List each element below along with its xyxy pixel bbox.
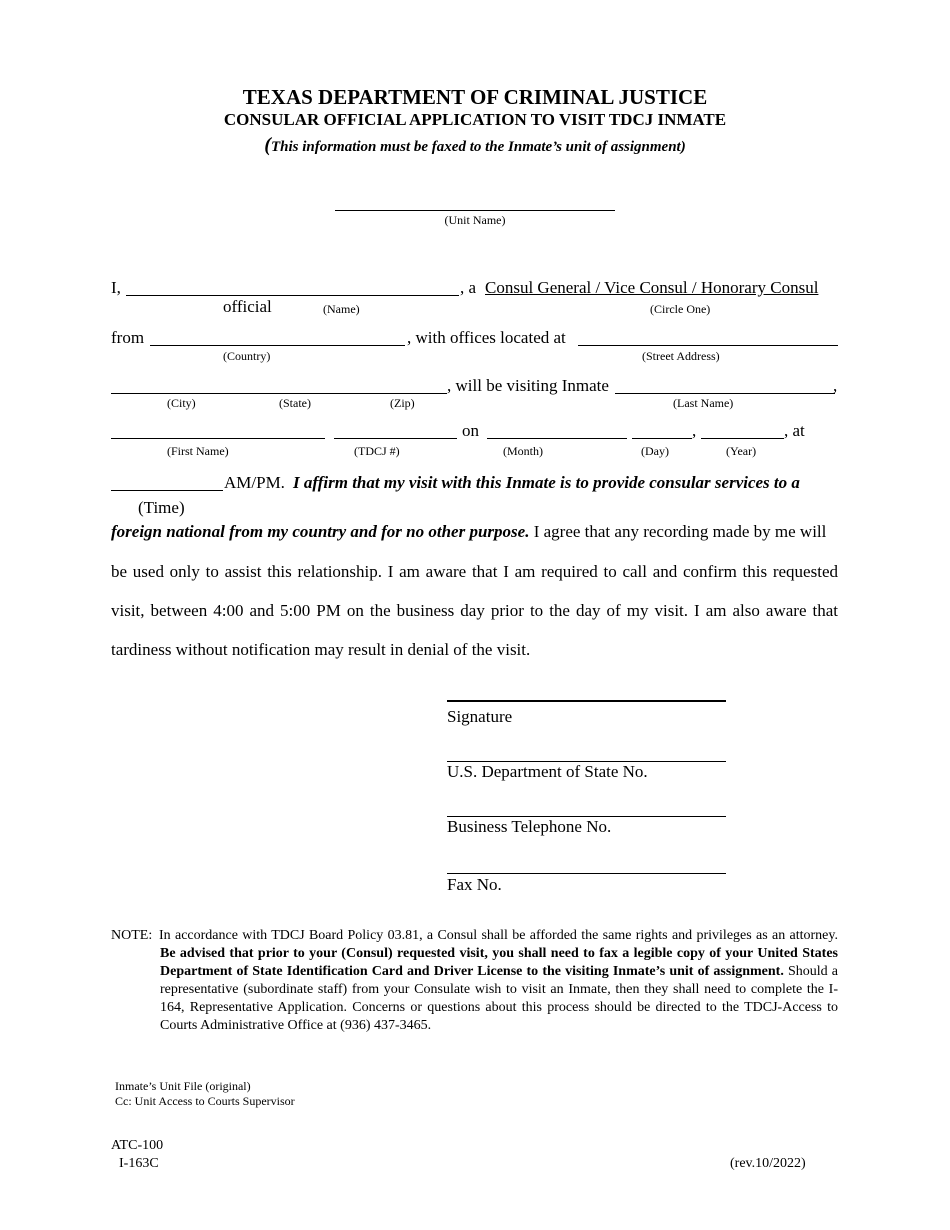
business-phone-label: Business Telephone No. (447, 817, 612, 836)
official-text: official (223, 297, 272, 316)
street-address-label: (Street Address) (642, 349, 720, 363)
row3-mid: , will be visiting Inmate (447, 376, 609, 395)
inmate-last-name-line[interactable] (615, 393, 835, 394)
body-line-4: tardiness without notification may result in denial of the visit. (111, 640, 531, 659)
row2-prefix: from (111, 328, 145, 347)
circle-one-label: (Circle One) (650, 302, 711, 316)
last-name-label: (Last Name) (673, 396, 734, 410)
fax-instruction: (This information must be faxed to the Inmate’s unit of assignment) (264, 134, 686, 156)
body-line-2: be used only to assist this relationship. I am aware that I am required to call and confirm this requested (111, 562, 838, 581)
time-line[interactable] (111, 490, 223, 491)
tdcj-label: (TDCJ #) (354, 444, 400, 458)
row4-on: on (462, 421, 479, 440)
body-line-3: visit, between 4:00 and 5:00 PM on the business day prior to the day of my visit. I am also aware that (111, 601, 838, 620)
fax-number-line[interactable] (447, 873, 726, 874)
revision-date: (rev.10/2022) (730, 1156, 806, 1171)
country-label: (Country) (223, 349, 271, 363)
row2-mid: , with offices located at (407, 328, 566, 347)
distribution-line-2: Cc: Unit Access to Courts Supervisor (115, 1094, 295, 1108)
signature-label: Signature (447, 707, 513, 726)
affirm-statement: I affirm that my visit with this Inmate is to provide consular services to a (293, 473, 800, 492)
distribution-line-1: Inmate’s Unit File (original) (115, 1079, 251, 1093)
body-line-1: foreign national from my country and for no other purpose. I agree that any recording made by me will (111, 522, 827, 541)
note-text: In accordance with TDCJ Board Policy 03.81, a Consul shall be afforded the same rights and privileges as an attorney. Be advised that prior to your (Consul) requested visit, you shall need to fax a legible copy of your United States Department of State Identification Card and Driver License to the visiting Inmate’s unit of assignment. Should a representative (subordinate staff) from your Consulate wish to visit an Inmate, then they shall need to complete the I-164, Representative Application. Concerns or questions about this process should be directed to the TDCJ-Access to Courts Administrative Office at (936) 437-3465. (159, 928, 839, 1033)
year-label: (Year) (726, 444, 757, 458)
day-label: (Day) (641, 444, 669, 458)
tdcj-number-line[interactable] (334, 438, 457, 439)
inmate-first-name-line[interactable] (111, 438, 325, 439)
row1-prefix: I, (111, 278, 121, 297)
signature-line[interactable] (447, 700, 726, 702)
street-address-line[interactable] (578, 345, 838, 346)
row1-mid: , a (460, 278, 477, 297)
name-label: (Name) (323, 302, 360, 316)
year-line[interactable] (701, 438, 784, 439)
state-number-label: U.S. Department of State No. (447, 762, 648, 781)
city-label: (City) (167, 396, 196, 410)
form-sub-id: I-163C (119, 1156, 159, 1171)
unit-name-label: (Unit Name) (444, 213, 506, 227)
note-label: NOTE: (111, 928, 153, 943)
form-subtitle: CONSULAR OFFICIAL APPLICATION TO VISIT TDCJ INMATE (223, 110, 727, 129)
consul-role-options[interactable]: Consul General / Vice Consul / Honorary Consul (485, 278, 819, 297)
note-bold-text: Be advised that prior to your (Consul) requested visit, you shall need to fax a legible copy of your United States Department of State Identification Card and Driver License to the visiting Inmate’s unit of assignment. (160, 946, 838, 979)
form-id: ATC-100 (111, 1138, 164, 1153)
consul-name-line[interactable] (126, 295, 459, 296)
ampm-text: AM/PM. (224, 473, 285, 492)
time-label: (Time) (138, 498, 185, 517)
month-label: (Month) (503, 444, 543, 458)
row4-at: , at (784, 421, 805, 440)
unit-name-line[interactable] (335, 210, 615, 211)
day-line[interactable] (632, 438, 692, 439)
row4-comma: , (692, 421, 697, 440)
state-label: (State) (279, 396, 311, 410)
row3-end: , (833, 376, 838, 395)
city-state-zip-line[interactable] (111, 393, 447, 394)
first-name-label: (First Name) (167, 444, 229, 458)
country-line[interactable] (150, 345, 405, 346)
fax-number-label: Fax No. (447, 875, 502, 894)
affirm-statement-end: foreign national from my country and for no other purpose. (111, 522, 530, 541)
month-line[interactable] (487, 438, 627, 439)
zip-label: (Zip) (390, 396, 415, 410)
form-title: TEXAS DEPARTMENT OF CRIMINAL JUSTICE (242, 85, 708, 109)
